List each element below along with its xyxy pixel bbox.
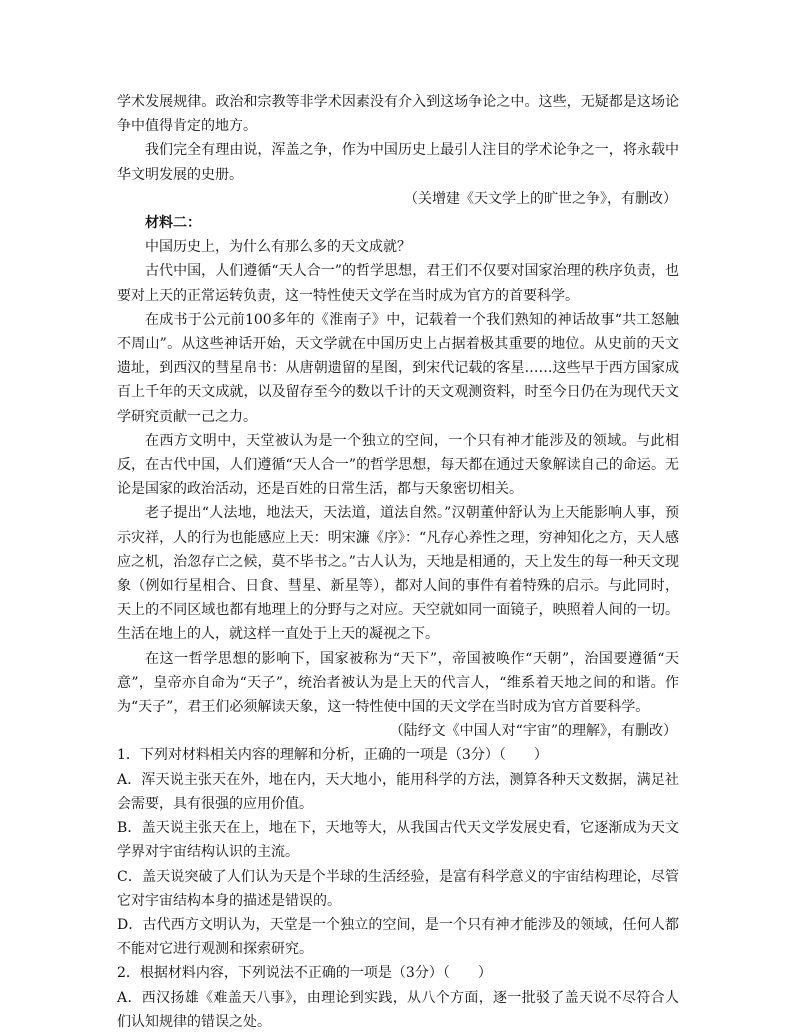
question-1-stem: 1．下列对材料相关内容的理解和分析，正确的一项是（3分）（ ） (117, 747, 548, 764)
source-citation-1: （关增建《天文学上的旷世之争》，有删改） (404, 190, 677, 207)
paragraph-4: 古代中国，人们遵循“天人合一”的哲学思想，君王们不仅要对国家治理的秩序负责，也要对上天的正常运转负责，这一特性使天文学在当时成为官方的首要科学。 (117, 263, 679, 304)
question-2-option-a: A．西汉扬雄《难盖天八事》，由理论到实践，从八个方面，逐一批驳了盖天说不尽符合人们认知规律的错误之处。 (117, 989, 679, 1030)
paragraph-3: 中国历史上，为什么有那么多的天文成就？ (145, 239, 411, 256)
paragraph-2: 我们完全有理由说，浑盖之争，作为中国历史上最引人注目的学术论争之一，将永载中华文明发展的史册。 (117, 142, 679, 183)
question-1-option-d: D．古代西方文明认为，天堂是一个独立的空间，是一个只有神才能涉及的领域，任何人都不能对它进行观测和探索研究。 (117, 916, 679, 958)
paragraph-8: 在这一哲学思想的影响下，国家被称为“天下”，帝国被唤作“天朝”，治国要遵循“天意”，皇帝亦自命为“天子”，统治者被认为是上天的代言人，“维系着天地之间的和谐。作为“天子”，君王们必须解读天象，这一特性使中国的天文学在当时成为官方首要科学。 (117, 650, 679, 716)
question-1-option-a: A．浑天说主张天在外，地在内，天大地小，能用科学的方法，测算各种天文数据，满足社会需要，具有很强的应用价值。 (117, 771, 679, 812)
paragraph-6: 在西方文明中，天堂被认为是一个独立的空间，一个只有神才能涉及的领域。与此相反，在古代中国，人们遵循“天人合一”的哲学思想，每天都在通过天象解读自己的命运。无论是国家的政治活动，还是百姓的日常生活，都与天象密切相关。 (117, 432, 679, 498)
paragraph-7: 老子提出“人法地，地法天，天法道，道法自然。”汉朝董仲舒认为上天能影响人事，预示灾祥，人的行为也能感应上天：明宋濂《序》：“凡存心养性之理，穷神知化之方，天人感应之机，治忽存亡之候，莫不毕书之。”古人认为，天地是相通的，天上发生的每一种天文现象（例如行星相合、日食、彗星、新星等），都对人间的事件有着特殊的启示。与此同时，天上的不同区域也都有地理上的分野与之对应。天空就如同一面镜子，映照着人间的一切。生活在地上的人，就这样一直处于上天的凝视之下。 (117, 505, 679, 643)
material-2-heading: 材料二： (145, 215, 201, 232)
paragraph-1: 学术发展规律。政治和宗教等非学术因素没有介入到这场争论之中。这些，无疑都是这场论争中值得肯定的地方。 (117, 94, 679, 135)
document-body (117, 90, 679, 1034)
question-1-option-c: C．盖天说突破了人们认为天是个半球的生活经验，是富有科学意义的宇宙结构理论，尽管它对宇宙结构本身的描述是错误的。 (117, 868, 679, 909)
paragraph-5: 在成书于公元前100多年的《淮南子》中，记载着一个我们熟知的神话故事“共工怒触不周山”。从这些神话开始，天文学就在中国历史上占据着极其重要的地位。从史前的天文遗址，到西汉的彗星帛书：从唐朝遗留的星图，到宋代记载的客星……这些早于西方国家成百上千年的天文成就，以及留存至今的数以千计的天文观测资料，时至今日仍在为现代天文学研究贡献一己之力。 (117, 311, 679, 425)
source-citation-2: （陆纾文《中国人对“宇宙”的理解》，有删改） (389, 723, 677, 740)
question-2-stem: 2．根据材料内容，下列说法不正确的一项是（3分）（ ） (117, 965, 492, 982)
question-1-option-b: B．盖天说主张天在上，地在下，天地等大，从我国古代天文学发展史看，它逐渐成为天文学界对宇宙结构认识的主流。 (117, 820, 679, 861)
